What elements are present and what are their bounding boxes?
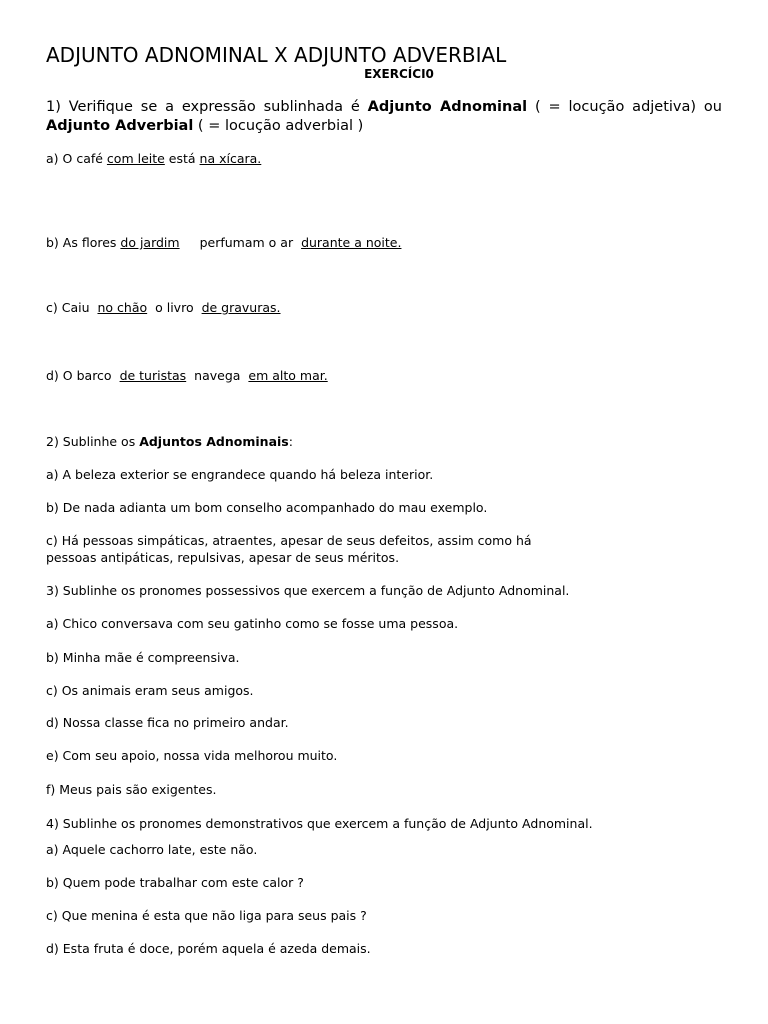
- q1-a-text: a) O café: [46, 151, 107, 166]
- q4-item-d: d) Esta fruta é doce, porém aquela é azeda demais.: [46, 941, 371, 956]
- q2-prefix: 2) Sublinhe os: [46, 434, 140, 449]
- q1-mid: ( = locução adjetiva) ou: [527, 99, 722, 115]
- q1-b-underlined-2: durante a noite.: [301, 235, 402, 250]
- q1-a-underlined-1: com leite: [106, 151, 165, 166]
- q2-item-a: a) A beleza exterior se engrandece quando há beleza interior.: [46, 467, 434, 482]
- q1-prefix: 1) Verifique se a expressão sublinhada é: [46, 99, 368, 115]
- page-title: ADJUNTO ADNOMINAL X ADJUNTO ADVERBIAL: [46, 43, 507, 67]
- q1-a-underlined-2: na xícara.: [199, 151, 262, 166]
- q3-item-f: f) Meus pais são exigentes.: [46, 782, 217, 797]
- q1-d-underlined-2: em alto mar.: [248, 368, 328, 383]
- q4-item-c: c) Que menina é esta que não liga para seus pais ?: [46, 908, 367, 923]
- q1-term-adverbial: Adjunto Adverbial: [46, 118, 194, 134]
- question-4-instruction: 4) Sublinhe os pronomes demonstrativos que exercem a função de Adjunto Adnominal.: [46, 816, 593, 831]
- q3-item-e: e) Com seu apoio, nossa vida melhorou muito.: [46, 748, 338, 763]
- page-subtitle: EXERCÍCI0: [364, 67, 434, 81]
- q3-item-d: d) Nossa classe fica no primeiro andar.: [46, 715, 289, 730]
- q1-term-adnominal: Adjunto Adnominal: [367, 99, 528, 115]
- question-2-instruction: [46, 434, 293, 450]
- q1-c-text: c) Caiu: [46, 300, 94, 315]
- q3-item-a: a) Chico conversava com seu gatinho como se fosse uma pessoa.: [46, 616, 459, 631]
- q2-item-b: b) De nada adianta um bom conselho acompanhado do mau exemplo.: [46, 500, 488, 515]
- question-1-instruction: [46, 98, 722, 136]
- q1-b-underlined-1: do jardim: [120, 235, 180, 250]
- q1-item-c: [46, 300, 281, 316]
- q4-item-a: a) Aquele cachorro late, este não.: [46, 842, 258, 857]
- q1-item-a: [46, 151, 261, 167]
- q2-suffix: :: [288, 434, 293, 449]
- q3-item-c: c) Os animais eram seus amigos.: [46, 683, 254, 698]
- q1-item-d: [46, 368, 328, 384]
- q3-item-b: b) Minha mãe é compreensiva.: [46, 650, 240, 665]
- q1-c-mid: o livro: [151, 300, 198, 315]
- question-3-instruction: 3) Sublinhe os pronomes possessivos que exercem a função de Adjunto Adnominal.: [46, 583, 570, 598]
- q2-item-c-line-1: c) Há pessoas simpáticas, atraentes, apesar de seus defeitos, assim como há: [46, 533, 532, 548]
- q1-d-text: d) O barco: [46, 368, 116, 383]
- q1-b-mid: perfumam o ar: [199, 235, 298, 250]
- q1-suffix: ( = locução adverbial ): [193, 118, 364, 134]
- q1-item-b: [46, 235, 401, 251]
- q1-d-mid: navega: [190, 368, 245, 383]
- q4-item-b: b) Quem pode trabalhar com este calor ?: [46, 875, 304, 890]
- q2-term: Adjuntos Adnominais: [139, 434, 289, 449]
- q1-c-underlined-2: de gravuras.: [201, 300, 281, 315]
- q2-item-c-line-2: pessoas antipáticas, repulsivas, apesar de seus méritos.: [46, 550, 400, 565]
- q1-a-mid: está: [164, 151, 200, 166]
- q1-b-text: b) As flores: [46, 235, 121, 250]
- q1-c-underlined-1: no chão: [97, 300, 148, 315]
- q1-d-underlined-1: de turistas: [119, 368, 187, 383]
